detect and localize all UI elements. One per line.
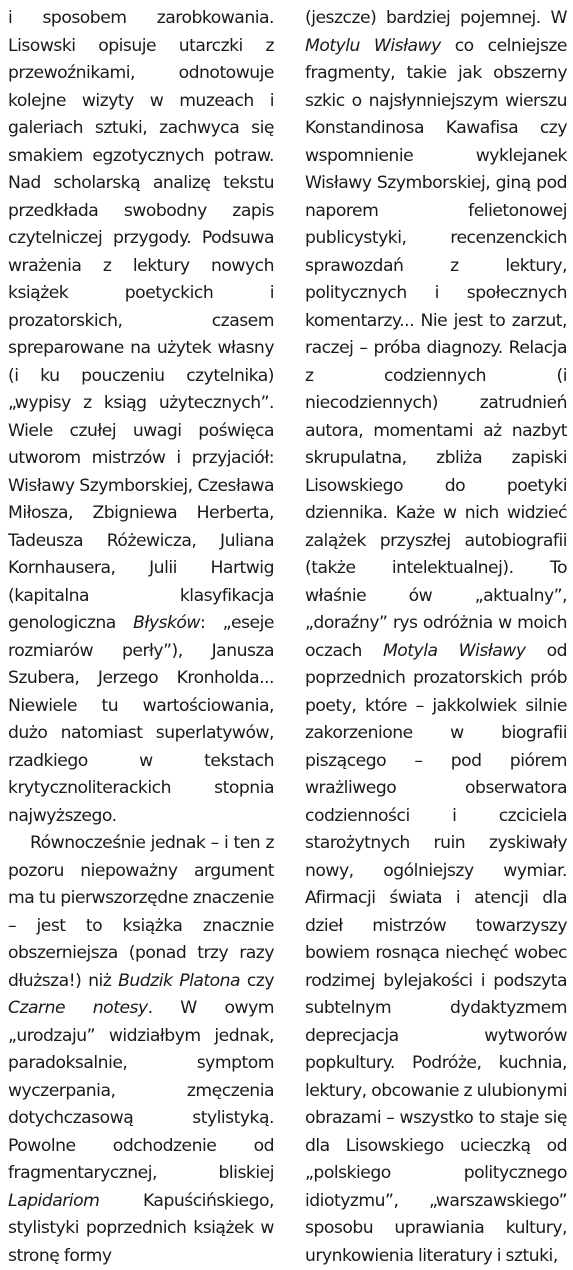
text-run: czy (240, 970, 274, 991)
text-column-right (305, 5, 568, 1266)
italic-title: Budzik Platona (118, 970, 241, 991)
paragraph (8, 830, 274, 1270)
text-run: co celniejsze fragmenty, takie jak obszerny szkic o najsłynniejszym wierszu Konstandinosa Kawafisa czy wspomnienie wyklejanek Wisławy Szymborskiej, giną pod naporem felietonowej publicystyki, recenzenckich sprawozdań z lektury, politycznych i społecznych komentarzy... Nie jest to zarzut, raczej – próba diagnozy. Relacja z codziennych (i niecodziennych) zatrudnień autora, momentami aż nazbyt skrupulatna, zbliża zapiski Lisowskiego do poetyki dziennika. Każe w nich widzieć zalążek przyszłej autobiografii (także intelektualnej). To właśnie ów „aktualny”, „doraźny” rys odróżnia w moich oczach (305, 35, 568, 661)
italic-title: Motylu Wisławy (305, 35, 441, 56)
italic-title: Motyla Wisławy (382, 640, 526, 661)
text-run: : „eseje rozmiarów perły”), Janusza Szubera, Jerzego Kronholda... Niewiele tu wartościowania, dużo natomiast superlatywów, rzadkiego w tekstach krytycznoliterackich stopnia najwyższego. (8, 613, 274, 826)
text-run: Kapuścińskiego, stylistyki poprzednich książek w stronę formy (8, 1190, 274, 1266)
text-run: (jeszcze) bardziej pojemnej. W (305, 8, 567, 28)
text-run: i sposobem zarobkowania. Lisowski opisuje utarczki z przewoźnikami, odnotowuje kolejne wizyty w muzeach i galeriach sztuki, zachwyca się smakiem egzotycznych potraw. Nad scholarską analizę tekstu przedkłada swobodny zapis czytelniczej przygody. Podsuwa wrażenia z lektury nowych książek poetyckich i prozatorskich, czasem spreparowane na użytek własny (i ku pouczeniu czytelnika) „wypisy z ksiąg użytecznych”. Wiele czułej uwagi poświęca utworom mistrzów i przyjaciół: Wisławy Szymborskiej, Czesława Miłosza, Zbigniewa Herberta, Tadeusza Różewicza, Juliana Kornhausera, Julii Hartwig (kapitalna klasyfikacja genologiczna (8, 8, 274, 633)
text-run: . W owym „urodzaju” widziałbym jednak, paradoksalnie, symptom wyczerpania, zmęczenia dotychczasową stylistyką. Powolne odchodzenie od fragmentarycznej, bliskiej (8, 998, 274, 1183)
text-run: od poprzednich prozatorskich prób poety, które – jakkolwiek silnie zakorzenione w biografii piszącego – pod piórem wrażliwego obserwatora codzienności i czciciela starożytnych ruin zyskiwały nowy, ogólniejszy wymiar. Afirmacji świata i atencji dla dzieł mistrzów towarzyszy bowiem rosnąca niechęć wobec rodzimej bylejakości i podszyta subtelnym dydaktyzmem deprecjacja wytworów popkultury. Podróże, kuchnia, lektury, obcowanie z ulubionymi obrazami – wszystko to staje się dla Lisowskiego ucieczką od „polskiego politycznego idiotyzmu”, „warszawskiego” sposobu uprawiania kultury, urynkowienia literatury i sztuki, (305, 640, 567, 1266)
text-run: Równocześnie jednak – i ten z pozoru niepoważny argument ma tu pierwszorzędne znaczenie – jest to książka znacznie obszerniejsza (ponad trzy razy dłuższa!) niż (8, 833, 274, 991)
text-column-left (8, 5, 274, 1266)
italic-title: Lapidariom (8, 1190, 100, 1211)
paragraph (305, 5, 567, 1270)
italic-title: Błysków (133, 613, 200, 633)
italic-title: Czarne notesy (8, 998, 148, 1018)
paragraph (8, 5, 274, 830)
